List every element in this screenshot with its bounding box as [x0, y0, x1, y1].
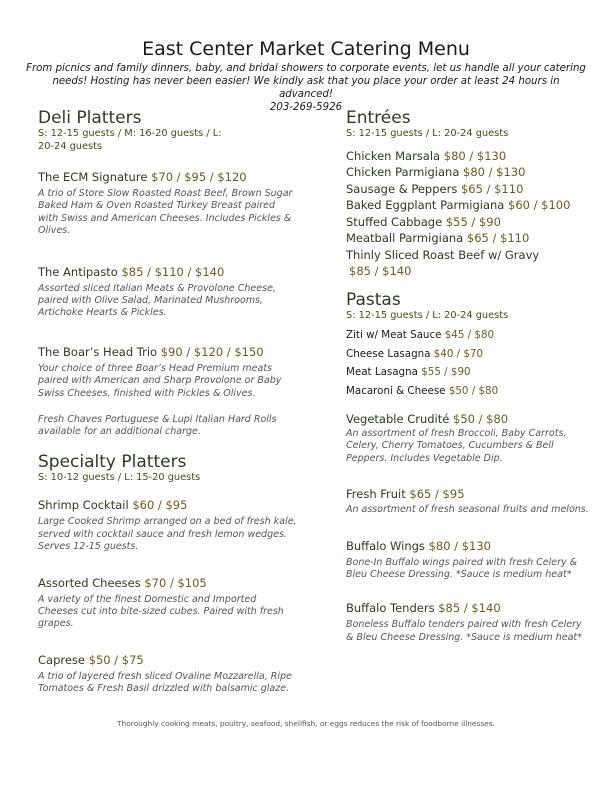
section-title: Specialty Platters	[38, 451, 187, 472]
entree-item	[346, 230, 591, 247]
menu-item	[38, 170, 298, 238]
entrees-section	[346, 108, 591, 280]
item-price: $60 / $100	[508, 198, 571, 212]
entree-item	[346, 214, 591, 231]
item-name: Thinly Sliced Roast Beef w/ Gravy	[346, 247, 540, 262]
item-name: Meat Lasagna	[346, 366, 418, 378]
intro-text: From picnics and family dinners, baby, and bridal showers to corporate events, let us handle all your catering needs! Hosting has never been easier! We kindly ask that you place your order at least 24 hours in advanced!	[26, 63, 586, 100]
item-price: $65 / $95	[409, 487, 465, 502]
item-name: Meatball Parmigiana	[346, 231, 464, 245]
entree-item	[346, 164, 591, 181]
section-title: Pastas	[346, 289, 401, 310]
pasta-item	[346, 382, 591, 401]
item-name: Buffalo Tenders	[346, 601, 435, 616]
page-title: East Center Market Catering Menu	[142, 38, 470, 60]
menu-item	[346, 601, 591, 644]
item-price: $45 / $80	[444, 329, 495, 341]
item-price: $55 / $90	[445, 214, 501, 229]
section-title: Deli Platters	[38, 108, 142, 128]
phone-number: 203-269-5926	[269, 102, 343, 113]
item-name: Shrimp Cocktail	[38, 498, 129, 513]
section-title: Entrées	[346, 108, 411, 128]
item-description: An assortment of fresh seasonal fruits and melons.	[346, 504, 589, 516]
pasta-item	[346, 363, 591, 382]
item-name: Assorted Cheeses	[38, 575, 141, 590]
right-column	[346, 108, 591, 644]
specialty-section	[38, 452, 298, 696]
menu-item	[346, 487, 591, 516]
menu-item	[38, 576, 298, 631]
item-name: Sausage & Peppers	[346, 181, 458, 196]
item-name: Macaroni & Cheese	[346, 384, 446, 397]
section-sizes: S: 10-12 guests / L: 15-20 guests	[38, 471, 201, 483]
item-price: $70 / $105	[144, 575, 207, 590]
item-description: A trio of Store Slow Roasted Roast Beef, Brown Sugar Baked Ham & Oven Roasted Turkey Breast paired with Swiss and American Cheeses. Includes Pickles & Olives.	[38, 188, 293, 237]
item-name: The Antipasto	[38, 264, 118, 279]
item-price: $65 / $110	[466, 231, 530, 245]
item-name: Buffalo Wings	[346, 538, 425, 553]
item-price: $60 / $95	[132, 498, 188, 513]
item-description: An assortment of fresh Broccoli, Baby Carrots, Celery, Cherry Tomatoes, Cucumbers & Bell Peppers. Includes Vegetable Dip.	[346, 428, 567, 464]
item-price: $85 / $110 / $140	[121, 264, 225, 279]
item-price: $50 / $80	[453, 412, 509, 426]
item-price: $40 / $70	[433, 347, 484, 360]
sides-section	[346, 412, 591, 644]
section-sizes: S: 12-15 guests / M: 16-20 guests / L: 20-24 guests	[38, 128, 222, 152]
menu-header	[0, 38, 612, 114]
item-description: A trio of layered fresh sliced Ovaline Mozzarella, Ripe Tomatoes & Fresh Basil drizzled with balsamic glaze.	[38, 670, 292, 695]
item-description: Bone-In Buffalo wings paired with fresh Celery & Bleu Cheese Dressing. *Sauce is medium heat*	[346, 556, 578, 581]
pastas-section	[346, 290, 591, 401]
entree-item	[346, 181, 591, 198]
item-name: The Boar’s Head Trio	[38, 344, 158, 359]
menu-item	[38, 265, 298, 320]
item-description: Large Cooked Shrimp arranged on a bed of fresh kale, served with cocktail sauce and fresh lemon wedges. Serves 12-15 guests.	[38, 516, 297, 553]
item-price: $50 / $80	[448, 384, 499, 397]
item-description: Your choice of three Boar’s Head Premium meats paired with American and Sharp Provolone or Baby Swiss Cheeses, finished with Pickles & Olives.	[38, 362, 282, 399]
item-name: Cheese Lasagna	[346, 347, 431, 360]
entree-item	[346, 197, 591, 214]
item-name: Baked Eggplant Parmigiana	[346, 198, 505, 212]
item-price: $50 / $75	[88, 652, 144, 667]
rolls-note: Fresh Chaves Portuguese & Lupi Italian Hard Rolls available for an additional charge.	[38, 414, 277, 438]
item-name: The ECM Signature	[38, 170, 148, 184]
item-description: Assorted sliced Italian Meats & Provolone Cheese, paired with Olive Salad, Marinated Mushrooms, Artichoke Hearts & Pickles.	[38, 282, 276, 319]
pasta-item	[346, 345, 591, 364]
item-price: $85 / $140	[438, 601, 501, 616]
item-name: Caprese	[38, 652, 85, 667]
item-name: Chicken Marsala	[346, 148, 441, 163]
item-name: Stuffed Cabbage	[346, 214, 443, 229]
pasta-item	[346, 326, 591, 345]
left-column	[38, 108, 298, 696]
entree-item	[346, 247, 591, 264]
item-name: Vegetable Crudité	[346, 412, 450, 426]
item-price: $80 / $130	[463, 165, 526, 179]
menu-item	[38, 498, 298, 553]
deli-section	[38, 108, 298, 439]
item-price: $80 / $130	[443, 148, 507, 163]
menu-item	[346, 539, 591, 582]
item-price: $85 / $140	[349, 264, 412, 278]
item-description: A variety of the finest Domestic and Imported Cheeses cut into bite-sized cubes. Paired with fresh grapes.	[38, 593, 284, 630]
entree-item	[346, 148, 591, 165]
item-price: $80 / $130	[428, 538, 491, 553]
item-name: Chicken Parmigiana	[346, 165, 460, 179]
item-price: $65 / $110	[460, 181, 524, 196]
item-description: Boneless Buffalo tenders paired with fresh Celery & Bleu Cheese Dressing. *Sauce is medium heat*	[346, 619, 582, 643]
entree-item-price	[346, 263, 591, 280]
item-price: $90 / $120 / $150	[160, 344, 264, 359]
item-name: Fresh Fruit	[346, 487, 406, 502]
item-price: $70 / $95 / $120	[151, 170, 247, 184]
food-safety-disclaimer: Thoroughly cooking meats, poultry, seafood, shellfish, or eggs reduces the risk of foodborne illnesses.	[117, 719, 495, 728]
item-price: $55 / $90	[421, 366, 471, 378]
item-name: Ziti w/ Meat Sauce	[346, 329, 442, 341]
menu-item	[346, 412, 591, 465]
menu-item	[38, 653, 298, 696]
section-sizes: S: 12-15 guests / L: 20-24 guests	[346, 128, 509, 139]
section-sizes: S: 12-15 guests / L: 20-24 guests	[346, 309, 509, 321]
menu-item	[38, 345, 298, 400]
